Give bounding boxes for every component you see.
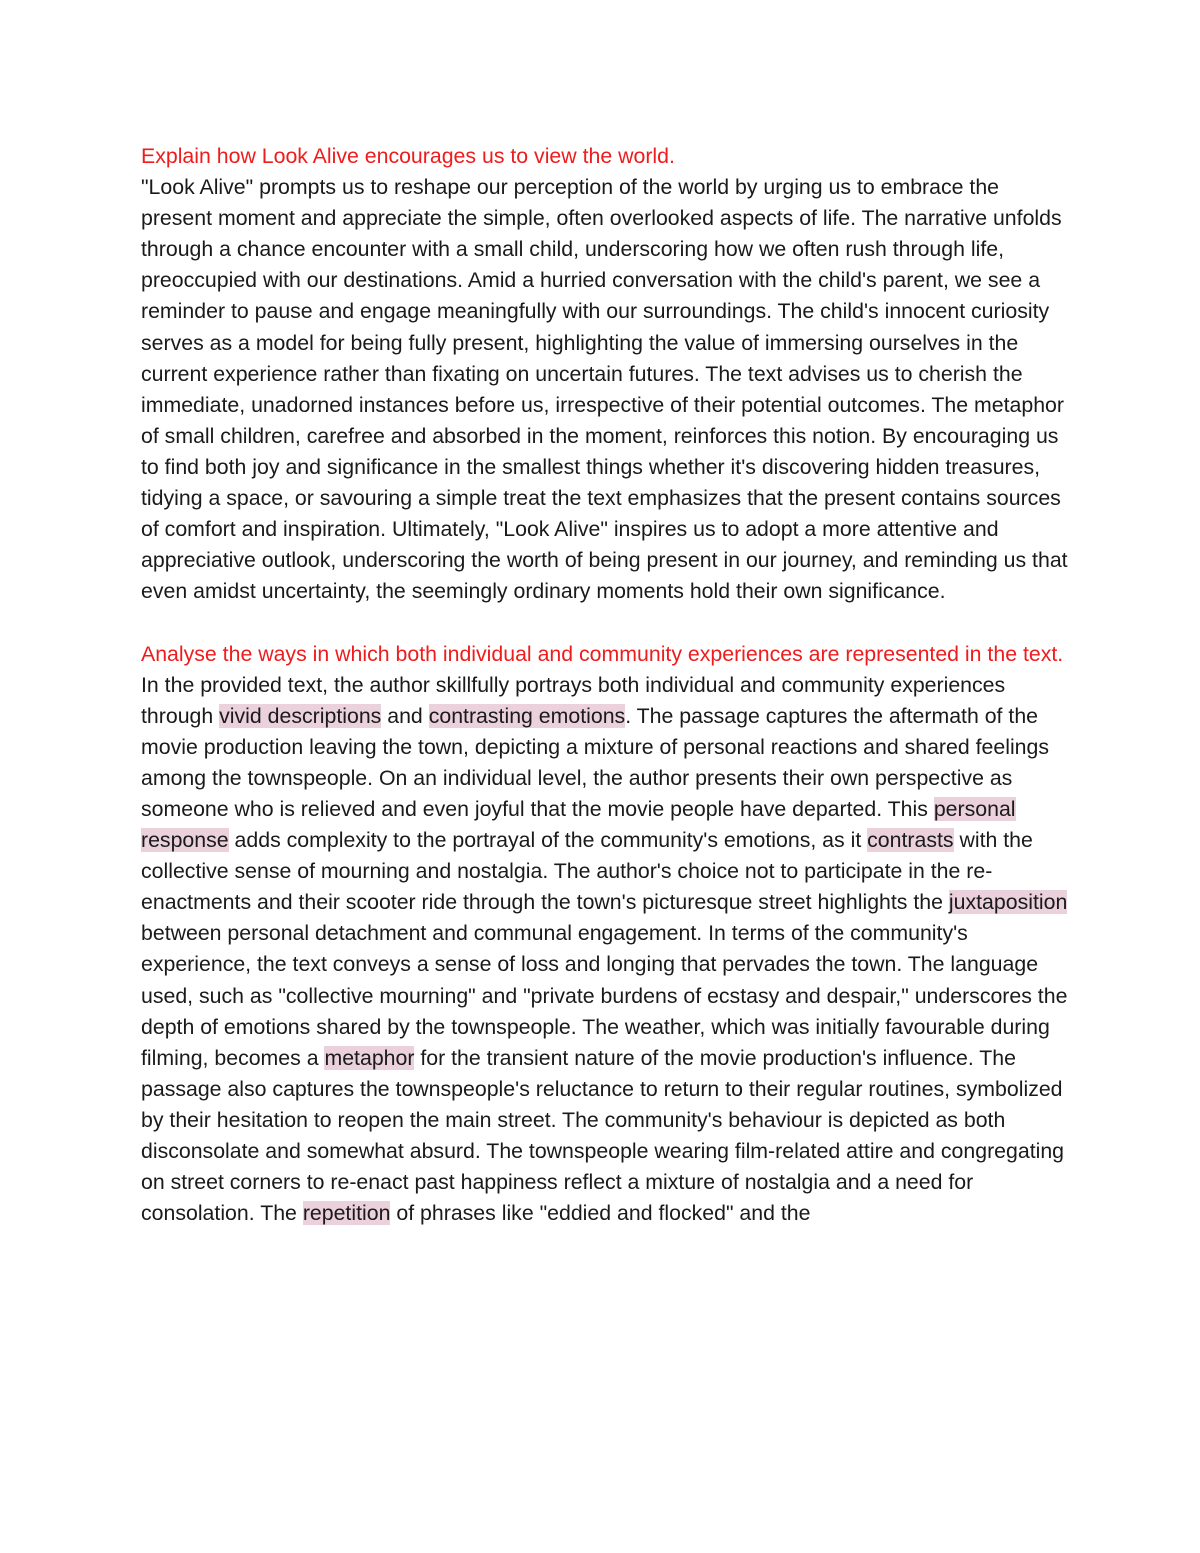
answer-text-segment: of phrases like "eddied and flocked" and the [390,1201,811,1226]
answer-text-segment: and [381,703,429,728]
question-heading-look-alive: Explain how Look Alive encourages us to view the world. [141,144,675,168]
answer-text-segment: In the provided text, the author skillfully portrays both individual and community experiences through [141,672,1006,728]
highlighted-phrase: metaphor [324,1045,415,1070]
highlighted-phrase: vivid descriptions [219,703,382,728]
highlighted-phrase: personal response [141,796,1016,853]
paragraph-spacer [141,607,1071,638]
highlighted-phrase: contrasts [867,828,954,853]
highlighted-phrase: repetition [302,1201,391,1226]
answer-text-segment: . The passage captures the aftermath of the movie production leaving the town, depicting a mixture of personal reactions and shared feelings among the townspeople. On an individual level, the author presents their own perspective as someone who is relieved and even joyful that the movie people have departed. This [141,703,1050,821]
highlighted-phrase: juxtaposition [948,890,1068,915]
question-heading-experiences: Analyse the ways in which both individual and community experiences are represented in the text. [141,641,1064,666]
answer-text-segment: with the collective sense of mourning and nostalgia. The author's choice not to participate in the re-enactments and their scooter ride through the town's picturesque street highlights the [141,828,1033,915]
answer-text-segment: adds complexity to the portrayal of the community's emotions, as it [228,828,868,853]
answer-paragraph-experiences [141,670,1071,1230]
answer-paragraph-look-alive: "Look Alive" prompts us to reshape our perception of the world by urging us to embrace the present moment and appreciate the simple, often overlooked aspects of life. The narrative unfolds through a chance encounter with a small child, underscoring how we often rush through life, preoccupied with our destinations. Amid a hurried conversation with the child's parent, we see a reminder to pause and engage meaningfully with our surroundings. The child's innocent curiosity serves as a model for being fully present, highlighting the value of immersing ourselves in the current experience rather than fixating on uncertain futures. The text advises us to cherish the immediate, unadorned instances before us, irrespective of their potential outcomes. The metaphor of small children, carefree and absorbed in the moment, reinforces this notion. By encouraging us to find both joy and significance in the smallest things whether it's discovering hidden treasures, tidying a space, or savouring a simple treat the text emphasizes that the present contains sources of comfort and inspiration. Ultimately, "Look Alive" inspires us to adopt a more attentive and appreciative outlook, underscoring the worth of being present in our journey, and reminding us that even amidst uncertainty, the seemingly ordinary moments hold their own significance. [141,175,1068,604]
document-body [141,141,1071,1229]
answer-text-segment: for the transient nature of the movie production's influence. The passage also captures the townspeople's reluctance to return to their regular routines, symbolized by their hesitation to reopen the main street. The community's behaviour is depicted as both disconsolate and somewhat absurd. The townspeople wearing film-related attire and congregating on street corners to re-enact past happiness reflect a mixture of nostalgia and a need for consolation. The [141,1045,1065,1226]
answer-text-segment: between personal detachment and communal engagement. In terms of the community's experience, the text conveys a sense of loss and longing that pervades the town. The language used, such as "collective mourning" and "private burdens of ecstasy and despair," underscores the depth of emotions shared by the townspeople. The weather, which was initially favourable during filming, becomes a [141,921,1068,1070]
highlighted-phrase: contrasting emotions [428,703,626,728]
